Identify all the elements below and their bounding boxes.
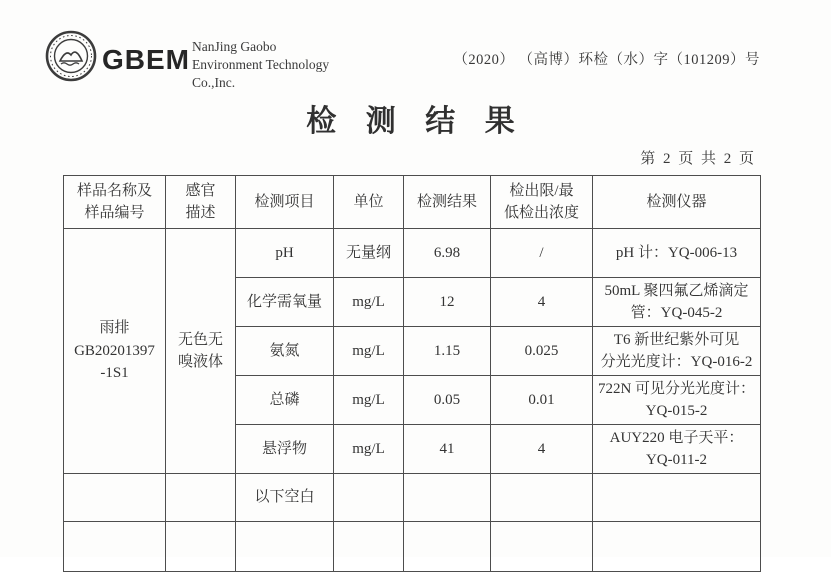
cell-result: 6.98 [404, 229, 491, 278]
cell-result: 12 [404, 278, 491, 327]
cell-item: 氨氮 [236, 327, 334, 376]
cell-instrument [593, 425, 761, 474]
cell-unit: mg/L [334, 327, 404, 376]
instrument-line: 管：YQ-045-2 [630, 305, 723, 321]
table-row-ph [64, 229, 761, 278]
instrument-line: 722N 可见分光光度计： [597, 380, 756, 397]
col-header-sample [64, 176, 166, 229]
instrument-line: 分光光度计：YQ-016-2 [600, 354, 753, 370]
page-title: 检 测 结 果 [306, 105, 517, 138]
col-header-sensory-line: 感官 [185, 182, 216, 199]
col-header-instrument: 检测仪器 [593, 176, 761, 229]
cell-instrument [593, 229, 761, 278]
cell-item: 化学需氧量 [236, 278, 334, 327]
instrument-line: AUY220 电子天平： [609, 429, 744, 446]
instrument-line: pH 计：YQ-006-13 [615, 244, 738, 261]
company-name-line: NanJing Gaobo [192, 39, 277, 54]
cell-item: 总磷 [236, 376, 334, 425]
cell-unit: mg/L [334, 425, 404, 474]
cell-empty [64, 474, 166, 522]
table-row-blank-note [64, 474, 761, 522]
cell-unit: 无量纲 [334, 229, 404, 278]
cell-result: 41 [404, 425, 491, 474]
results-table [63, 175, 761, 572]
cell-limit: 4 [491, 425, 593, 474]
cell-empty [166, 522, 236, 572]
cell-blank-note: 以下空白 [236, 474, 334, 522]
cell-item: pH [236, 229, 334, 278]
cell-empty [236, 522, 334, 572]
company-name-line: Co.,Inc. [192, 74, 236, 90]
col-header-sample-line: 样品编号 [84, 205, 145, 221]
col-header-limit-line: 检出限/最 [509, 182, 574, 199]
instrument-line: 50mL 聚四氟乙烯滴定 [604, 282, 749, 299]
col-header-sample-line: 样品名称及 [76, 182, 152, 199]
cell-limit: 4 [491, 278, 593, 327]
col-header-sensory-line: 描述 [185, 205, 216, 221]
cell-empty [334, 522, 404, 572]
cell-sample-id [64, 229, 166, 474]
cell-limit: 0.01 [491, 376, 593, 425]
cell-empty [404, 522, 491, 572]
col-header-unit: 单位 [334, 176, 404, 229]
instrument-line: T6 新世纪紫外可见 [613, 331, 740, 348]
cell-empty [166, 474, 236, 522]
table-header-row [64, 176, 761, 229]
cell-empty [593, 522, 761, 572]
cell-item: 悬浮物 [236, 425, 334, 474]
cell-limit: 0.025 [491, 327, 593, 376]
instrument-line: YQ-015-2 [645, 403, 708, 419]
col-header-sensory [166, 176, 236, 229]
gbem-seal-icon [45, 30, 97, 82]
cell-result: 0.05 [404, 376, 491, 425]
cell-unit: mg/L [334, 278, 404, 327]
cell-limit: / [491, 229, 593, 278]
cell-empty [491, 522, 593, 572]
cell-empty [334, 474, 404, 522]
company-name [192, 38, 329, 91]
table-row-empty [64, 522, 761, 572]
cell-instrument [593, 327, 761, 376]
report-number: （2020） （高博）环检（水）字（101209）号 [453, 52, 760, 68]
company-name-line: Environment Technology [192, 56, 330, 72]
company-logo-text: GBEM [102, 44, 190, 75]
cell-instrument [593, 278, 761, 327]
cell-empty [593, 474, 761, 522]
col-header-result: 检测结果 [404, 176, 491, 229]
sample-code: GB20201397 [74, 342, 155, 359]
instrument-line: YQ-011-2 [645, 452, 708, 468]
col-header-item: 检测项目 [236, 176, 334, 229]
cell-empty [404, 474, 491, 522]
cell-instrument [593, 376, 761, 425]
sample-name: 雨排 [99, 320, 130, 337]
cell-unit: mg/L [334, 376, 404, 425]
cell-sensory-description [166, 229, 236, 474]
cell-result: 1.15 [404, 327, 491, 376]
col-header-limit-line: 低检出浓度 [503, 205, 579, 221]
cell-empty [491, 474, 593, 522]
sample-code-suffix: -1S1 [100, 365, 129, 382]
sensory-line: 无色无 [177, 331, 223, 348]
cell-empty [64, 522, 166, 572]
page-indicator: 第 2 页 共 2 页 [640, 151, 756, 167]
col-header-limit [491, 176, 593, 229]
sensory-line: 嗅液体 [177, 354, 223, 370]
